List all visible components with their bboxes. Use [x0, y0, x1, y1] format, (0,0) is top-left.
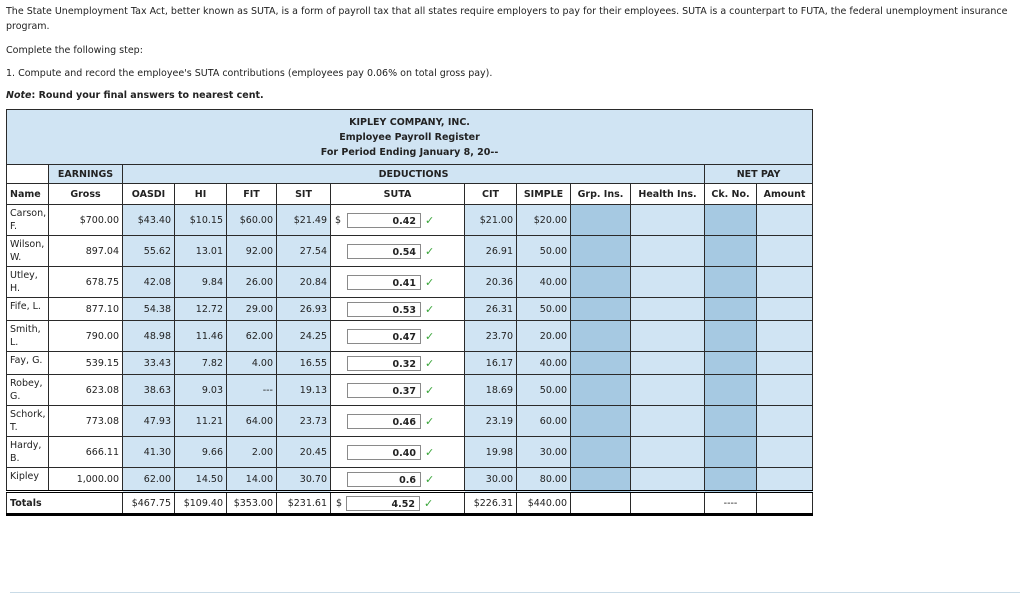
simple-cell: 50.00	[517, 236, 571, 267]
sit-cell: 24.25	[277, 321, 331, 352]
health-ins-cell	[631, 321, 705, 352]
cit-cell: 26.31	[465, 298, 517, 321]
simple-cell: 50.00	[517, 375, 571, 406]
sit-cell: 20.84	[277, 267, 331, 298]
suta-cell	[331, 321, 465, 352]
sit-cell: 26.93	[277, 298, 331, 321]
totals-suta-input[interactable]: 4.52	[346, 496, 420, 511]
totals-oasdi: $467.75	[123, 492, 175, 515]
grp-ins-cell	[571, 205, 631, 236]
suta-input[interactable]: 0.42	[347, 213, 421, 228]
sit-cell: 16.55	[277, 352, 331, 375]
cit-cell: 16.17	[465, 352, 517, 375]
step-heading: Complete the following step:	[6, 45, 143, 56]
table-row	[7, 298, 813, 321]
health-ins-cell	[631, 437, 705, 468]
hi-cell: 11.46	[175, 321, 227, 352]
ck-no-cell	[705, 205, 757, 236]
ck-no-cell	[705, 437, 757, 468]
table-row	[7, 205, 813, 236]
column-header-oasdi: OASDI	[123, 184, 175, 205]
ck-no-cell	[705, 468, 757, 492]
column-header-gross: Gross	[49, 184, 123, 205]
fit-cell: 2.00	[227, 437, 277, 468]
page-divider	[10, 592, 1020, 593]
gross-cell: 539.15	[49, 352, 123, 375]
cit-cell: $21.00	[465, 205, 517, 236]
column-header-grp-ins: Grp. Ins.	[571, 184, 631, 205]
employee-name: Kipley	[7, 468, 49, 492]
column-header-suta: SUTA	[331, 184, 465, 205]
oasdi-cell: 42.08	[123, 267, 175, 298]
amount-cell	[757, 352, 813, 375]
check-icon: ✓	[425, 329, 435, 343]
group-blank	[7, 165, 49, 184]
suta-cell	[331, 437, 465, 468]
amount-cell	[757, 205, 813, 236]
column-header-amount: Amount	[757, 184, 813, 205]
column-header-simple: SIMPLE	[517, 184, 571, 205]
health-ins-cell	[631, 375, 705, 406]
table-row	[7, 267, 813, 298]
amount-cell	[757, 267, 813, 298]
health-ins-cell	[631, 267, 705, 298]
grp-ins-cell	[571, 468, 631, 492]
sit-cell: $21.49	[277, 205, 331, 236]
employee-name: Hardy, B.	[7, 437, 49, 468]
employee-name: Carson, F.	[7, 205, 49, 236]
column-header-ck-no: Ck. No.	[705, 184, 757, 205]
employee-name: Smith, L.	[7, 321, 49, 352]
amount-cell	[757, 236, 813, 267]
totals-cit: $226.31	[465, 492, 517, 515]
hi-cell: 9.66	[175, 437, 227, 468]
ck-no-cell	[705, 375, 757, 406]
totals-amount	[757, 492, 813, 515]
oasdi-cell: 62.00	[123, 468, 175, 492]
suta-input[interactable]: 0.40	[347, 445, 421, 460]
grp-ins-cell	[571, 437, 631, 468]
check-icon: ✓	[425, 244, 435, 258]
gross-cell: 666.11	[49, 437, 123, 468]
check-icon: ✓	[425, 383, 435, 397]
check-icon: ✓	[425, 472, 435, 486]
hi-cell: 12.72	[175, 298, 227, 321]
sit-cell: 27.54	[277, 236, 331, 267]
sit-cell: 30.70	[277, 468, 331, 492]
hi-cell: 9.03	[175, 375, 227, 406]
suta-input[interactable]: 0.46	[347, 414, 421, 429]
table-row	[7, 375, 813, 406]
suta-cell	[331, 468, 465, 492]
totals-hi: $109.40	[175, 492, 227, 515]
oasdi-cell: 55.62	[123, 236, 175, 267]
health-ins-cell	[631, 298, 705, 321]
cit-cell: 18.69	[465, 375, 517, 406]
period-ending: For Period Ending January 8, 20--	[320, 146, 499, 158]
ck-no-cell	[705, 406, 757, 437]
health-ins-cell	[631, 468, 705, 492]
amount-cell	[757, 298, 813, 321]
totals-sit: $231.61	[277, 492, 331, 515]
column-header-sit: SIT	[277, 184, 331, 205]
hi-cell: 13.01	[175, 236, 227, 267]
register-name: Employee Payroll Register	[339, 131, 480, 143]
oasdi-cell: 38.63	[123, 375, 175, 406]
gross-cell: 1,000.00	[49, 468, 123, 492]
sit-cell: 20.45	[277, 437, 331, 468]
suta-input[interactable]: 0.37	[347, 383, 421, 398]
fit-cell: 64.00	[227, 406, 277, 437]
simple-cell: 20.00	[517, 321, 571, 352]
employee-name: Utley, H.	[7, 267, 49, 298]
fit-cell: 26.00	[227, 267, 277, 298]
amount-cell	[757, 468, 813, 492]
cit-cell: 23.19	[465, 406, 517, 437]
oasdi-cell: 41.30	[123, 437, 175, 468]
health-ins-cell	[631, 236, 705, 267]
totals-grp-ins	[571, 492, 631, 515]
suta-input[interactable]: 0.54	[347, 244, 421, 259]
fit-cell: $60.00	[227, 205, 277, 236]
health-ins-cell	[631, 205, 705, 236]
cit-cell: 30.00	[465, 468, 517, 492]
table-row	[7, 352, 813, 375]
payroll-register-table	[6, 109, 813, 516]
simple-cell: 60.00	[517, 406, 571, 437]
suta-input[interactable]: 0.41	[347, 275, 421, 290]
register-title	[7, 110, 813, 165]
grp-ins-cell	[571, 375, 631, 406]
employee-name: Robey, G.	[7, 375, 49, 406]
totals-health-ins	[631, 492, 705, 515]
totals-suta-cell	[331, 492, 465, 515]
check-icon: ✓	[425, 213, 435, 227]
group-earnings: EARNINGS	[49, 165, 123, 184]
oasdi-cell: 48.98	[123, 321, 175, 352]
totals-fit: $353.00	[227, 492, 277, 515]
fit-cell: 92.00	[227, 236, 277, 267]
fit-cell: 4.00	[227, 352, 277, 375]
ck-no-cell	[705, 236, 757, 267]
totals-label: Totals	[7, 492, 123, 515]
employee-name: Fay, G.	[7, 352, 49, 375]
fit-cell: 62.00	[227, 321, 277, 352]
employee-name: Fife, L.	[7, 298, 49, 321]
check-icon: ✓	[425, 414, 435, 428]
grp-ins-cell	[571, 298, 631, 321]
gross-cell: 773.08	[49, 406, 123, 437]
oasdi-cell: $43.40	[123, 205, 175, 236]
hi-cell: 11.21	[175, 406, 227, 437]
grp-ins-cell	[571, 352, 631, 375]
health-ins-cell	[631, 352, 705, 375]
ck-no-cell	[705, 321, 757, 352]
totals-dollar-sign: $	[335, 497, 342, 509]
note-text: : Round your final answers to nearest cent.	[31, 90, 264, 101]
fit-cell: 29.00	[227, 298, 277, 321]
gross-cell: 877.10	[49, 298, 123, 321]
check-icon: ✓	[424, 496, 434, 510]
oasdi-cell: 47.93	[123, 406, 175, 437]
ck-no-cell	[705, 298, 757, 321]
table-row	[7, 468, 813, 492]
grp-ins-cell	[571, 321, 631, 352]
gross-cell: 623.08	[49, 375, 123, 406]
check-icon: ✓	[425, 275, 435, 289]
totals-simple: $440.00	[517, 492, 571, 515]
table-row	[7, 406, 813, 437]
sit-cell: 23.73	[277, 406, 331, 437]
suta-input[interactable]: 0.32	[347, 356, 421, 371]
health-ins-cell	[631, 406, 705, 437]
oasdi-cell: 33.43	[123, 352, 175, 375]
group-deductions: DEDUCTIONS	[123, 165, 705, 184]
table-row	[7, 321, 813, 352]
column-header-cit: CIT	[465, 184, 517, 205]
cit-cell: 23.70	[465, 321, 517, 352]
fit-cell: 14.00	[227, 468, 277, 492]
table-row	[7, 236, 813, 267]
amount-cell	[757, 406, 813, 437]
suta-input[interactable]: 0.53	[347, 302, 421, 317]
step-instruction: 1. Compute and record the employee's SUTA contributions (employees pay 0.06% on total gross pay).	[6, 68, 493, 79]
sit-cell: 19.13	[277, 375, 331, 406]
gross-cell: 790.00	[49, 321, 123, 352]
simple-cell: 50.00	[517, 298, 571, 321]
column-header-fit: FIT	[227, 184, 277, 205]
group-net-pay: NET PAY	[705, 165, 813, 184]
check-icon: ✓	[425, 302, 435, 316]
suta-cell	[331, 267, 465, 298]
employee-name: Schork, T.	[7, 406, 49, 437]
dollar-sign: $	[335, 214, 342, 226]
check-icon: ✓	[425, 445, 435, 459]
note-label: Note	[6, 90, 32, 101]
gross-cell: 678.75	[49, 267, 123, 298]
check-icon: ✓	[425, 356, 435, 370]
hi-cell: $10.15	[175, 205, 227, 236]
cit-cell: 19.98	[465, 437, 517, 468]
fit-cell: ---	[227, 375, 277, 406]
column-header-hi: HI	[175, 184, 227, 205]
grp-ins-cell	[571, 267, 631, 298]
cit-cell: 26.91	[465, 236, 517, 267]
suta-cell	[331, 205, 465, 236]
ck-no-cell	[705, 352, 757, 375]
simple-cell: 30.00	[517, 437, 571, 468]
suta-cell	[331, 236, 465, 267]
amount-cell	[757, 375, 813, 406]
oasdi-cell: 54.38	[123, 298, 175, 321]
column-header-health-ins: Health Ins.	[631, 184, 705, 205]
hi-cell: 9.84	[175, 267, 227, 298]
hi-cell: 14.50	[175, 468, 227, 492]
grp-ins-cell	[571, 236, 631, 267]
totals-ck-no: ----	[705, 492, 757, 515]
cit-cell: 20.36	[465, 267, 517, 298]
suta-cell	[331, 375, 465, 406]
gross-cell: $700.00	[49, 205, 123, 236]
suta-cell	[331, 406, 465, 437]
table-row	[7, 437, 813, 468]
gross-cell: 897.04	[49, 236, 123, 267]
suta-cell	[331, 352, 465, 375]
simple-cell: 40.00	[517, 267, 571, 298]
simple-cell: 40.00	[517, 352, 571, 375]
suta-cell	[331, 298, 465, 321]
ck-no-cell	[705, 267, 757, 298]
suta-input[interactable]: 0.6	[347, 472, 421, 487]
simple-cell: $20.00	[517, 205, 571, 236]
hi-cell: 7.82	[175, 352, 227, 375]
simple-cell: 80.00	[517, 468, 571, 492]
column-header-name: Name	[7, 184, 49, 205]
amount-cell	[757, 321, 813, 352]
note	[6, 90, 264, 101]
company-name: KIPLEY COMPANY, INC.	[349, 116, 470, 128]
employee-name: Wilson, W.	[7, 236, 49, 267]
amount-cell	[757, 437, 813, 468]
intro-paragraph: The State Unemployment Tax Act, better known as SUTA, is a form of payroll tax that all states require employers to pay for their employees. SUTA is a counterpart to FUTA, the federal unemployment insurance program.	[6, 6, 1008, 32]
suta-input[interactable]: 0.47	[347, 329, 421, 344]
grp-ins-cell	[571, 406, 631, 437]
